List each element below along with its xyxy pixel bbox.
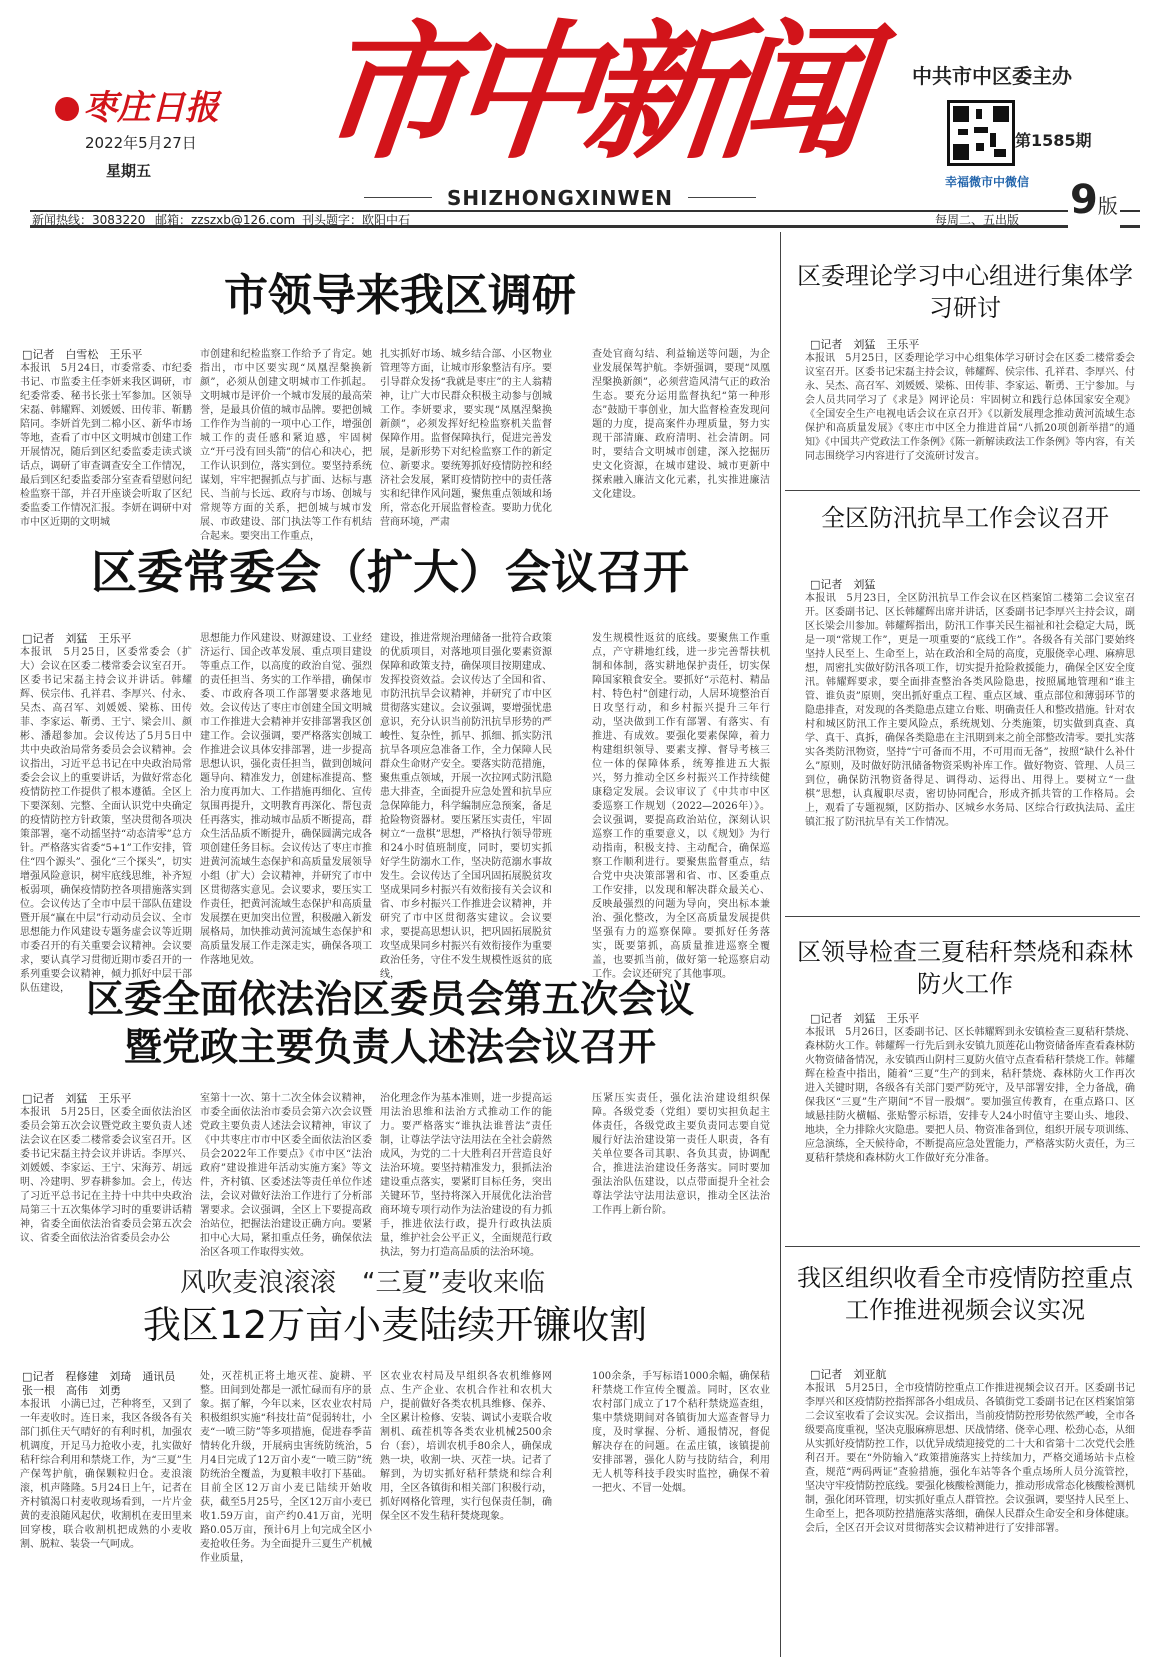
info-bar [30,210,1140,228]
article-3-col-2: 室第十一次、第十二次全体会议精神，市委全面依法治市委员会第六次会议暨党政主要负责人述法会议精神，审议了《中共枣庄市市中区委全面依法治区委员会2022年工作要点》《市中区“法治政府”建设推进年活动实施方案》等文件，齐村镇、区委述法等责任单位作述法，会议对做好法治工作进行了分析部署要求。会议强调，全区上下要提高政治站位，把握法治建设正确方向。要紧扣中心大局，紧扣重点任务，确保依法治区各项工作取得实效。 [200,1093,372,1258]
issue-weekday: 星期五 [106,162,152,180]
sidebar-4-byline: □记者 刘亚航 [810,1368,887,1381]
article-2-col-4: 发生规模性返贫的底线。要聚焦工作重点，产守耕地红线，进一步完善帮扶机制和体制，落实耕地保护责任，切实保障国家粮食安全。要抓好“示范村、精品村、特色村”创建行动，人居环境整治百日攻坚行动，和乡村振兴提升三年行动，坚决做到工作有部署、有落实、有推进、有成效。要强化要素保障，着力构建组织领导、要素支撑、督导考核三位一体的保障体系，统筹推进五大振兴，努力推动全区乡村振兴工作持续健康稳定发展。会议审议了《中共市中区委巡察工作规划（2022—2026年）》。会议强调，要提高政治站位，深刻认识巡察工作的重要意义，以《规划》为行动指南，积极支持、主动配合，确保巡察工作顺利进行。要聚焦监督重点，结合党中央决策部署和省、市、区委重点工作安排，以发现和解决群众最关心、反映最强烈的问题为导向，突出标本兼治、强化整改，为全区高质量发展提供坚强有力的巡察保障。要抓好任务落实，既要第抓，高质量推进巡察全覆盖，也要抓当前，做好第一轮巡察启动工作。会议还研究了其他事项。 [592,633,770,980]
article-1-col-3: 扎实抓好市场、城乡结合部、小区物业管理等方面，让城市形象整洁有序。要引导群众发扬“我就是枣庄”的主人翁精神，让广大市民群众积极主动参与创城工作。李妍要求，要实现“凤凰涅槃换新颜”，必须发挥好纪检监察机关监督保障作用。监督保障执行，促进完善发展，是新形势下对纪检监察工作的新定位、新要求。要统筹抓好疫情防控和经济社会发展，紧盯疫情防控中的责任落实和纪律作风问题，聚焦重点领域和场所，常态化开展监督检查。要助力优化营商环境，严肃 [380,349,552,528]
article-4-byline: □记者 程修建 刘琦 通讯员 张一根 高伟 刘勇 [22,1370,187,1397]
sidebar-3-byline: □记者 刘猛 王乐平 [810,1012,920,1025]
masthead-pinyin: SHIZHONGXINWEN [370,186,750,210]
logo-emblem-icon [55,97,79,121]
article-4-col-3: 区农业农村局及早组织各农机维修网点、生产企业、农机合作社和农机大户，提前做好各类农机具维修、保养、全区累计检修、安装、调试小麦联合收割机、疏茬机等各类农业机械2500余台（套），培训农机手80余人，确保成熟一块，收割一块、灭茬一块。记者了解到，为切实抓好秸秆禁烧和综合利用，全区各镇街和相关部门积极行动，抓好网格化管理，实行包保责任制，确保全区不发生秸秆焚烧现象。 [380,1371,552,1522]
calligraphy-credit: 刊头题字：欧阳中石 [302,213,411,227]
sidebar-divider [785,916,1140,917]
masthead-title: 市中新闻 [309,5,864,179]
article-3-col-3: 治化理念作为基本准则，进一步提高运用法治思维和法治方式推动工作的能力。要严格落实“谁执法谁普法”责任制，让尊法学法守法用法在全社会蔚然成风，为党的二十大胜利召开营造良好法治环境。要坚持精准发力，狠抓法治建设重点落实，要紧盯目标任务，突出关键环节，坚持将深入开展优化法治营商环境专项行动作为法治建设的有力抓手，推进依法行政，提升行政执法质量，维护社会公平正义，全面规范行政执法，努力打造高品质的法治环境。 [380,1093,552,1258]
article-2-col-3: 建设，推进常规治理储备一批符合政策的优质项目，对落地项目强化要素资源保障和政策支持，确保项目按期建成、发挥投资效益。会议传达了全国和省、市防汛抗旱会议精神，并研究了市中区贯彻落实建议。会议强调，要增强忧患意识，充分认识当前防汛抗旱形势的严峻性、复杂性，抓早、抓细、抓实防汛抗旱各项应急准备工作，全力保障人民群众生命财产安全。要落实防范措施，聚焦重点领域，开展一次拉网式防汛隐患大排查，全面提升应急处置和抗旱应急保障能力，科学编制应急预案，备足抢险物资器材。要压紧压实责任，牢固树立“一盘棋”思想，严格执行领导带班和24小时值班制度，同时，要切实抓好学生防溺水工作，坚决防范溺水事故发生。会议传达了全国巩固拓展脱贫攻坚成果同乡村振兴有效衔接有关会议和省、市乡村振兴工作推进会议精神，并研究了市中区贯彻落实建议。会议要求，要提高思想认识，把巩固拓展脱贫攻坚成果同乡村振兴有效衔接作为重要政治任务，守住不发生规模性返贫的底线， [380,633,552,980]
article-1-col-4: 查处官商勾结、利益输送等问题，为企业发展保驾护航。李妍强调，要现“凤凰涅槃换新颜”，必须营造风清气正的政治生态。要充分运用监督执纪“第一种形态”鼓励干事创业，加大监督检查发现问题的力度，提高案件办理质量，努力实现干部清廉、政府清明、社会清朗。同时，要结合文明城市创建，深入挖掘历史文化资源，在城市建设、城市更新中探索融入廉洁文化元素，扎实推进廉洁文化建设。 [592,349,770,500]
article-2-byline: □记者 刘猛 王乐平 [22,632,132,645]
sidebar-3-headline[interactable]: 区领导检查三夏秸秆禁烧和森林防火工作 [797,938,1133,998]
article-1-headline[interactable]: 市领导来我区调研 [224,270,576,321]
article-4-col-1: 本报讯 小满已过，芒种将至，又到了一年麦收时。连日来，我区各级各有关部门抓住天气晴好的有利时机，加强农机调度，开足马力抢收小麦，扎实做好秸秆综合利用和禁烧工作，为“三夏”生产保驾护航，确保颗粒归仓。麦浪滚滚，机声隆隆。5月24日上午，记者在齐村镇渴口村麦收现场看到，一片片金黄的麦浪随风起伏，收割机在麦田里来回穿梭，联合收割机把成熟的小麦收割、脱粒、装袋一气呵成。 [20,1399,192,1550]
article-4-headline[interactable]: 我区12万亩小麦陆续开镰收割 [142,1303,648,1347]
article-3-col-1: 本报讯 5月25日，区委全面依法治区委员会第五次会议暨党政主要负责人述法会议在区委二楼常委会议室召开。区委书记宋磊主持会议并讲话。李厚兴、刘媛媛、李家运、王宁、宋海芳、胡远明、冷建明、罗春耕参加。会上，传达了习近平总书记在主持十中共中央政治局第三十五次集体学习时的重要讲话精神，省委全面依法治省委员会第五次会议、省委全面依法治省委员会办公 [20,1107,192,1244]
article-4-col-4: 100余条，手写标语1000余幅，确保秸秆禁烧工作宣传全覆盖。同时，区农业农村部门成立了17个秸秆禁烧巡查组，集中禁烧期间对各镇街加大巡查督导力度，及时掌握、分析、通报情况，督促解决存在的问题。在孟庄镇，该镇提前安排部署，强化人防与技防结合，利用无人机等科技手段实时监控，确保不着一把火、不冒一处烟。 [592,1371,770,1494]
qr-code-icon[interactable] [947,100,1015,166]
sidebar-2-body: 本报讯 5月23日，全区防汛抗旱工作会议在区档案馆二楼第二会议室召开。区委副书记、区长韩耀辉出席并讲话，区委副书记李厚兴主持会议，副区长梁会川参加。韩耀辉指出，防汛工作事关民生福祉和社会稳定大局，既是一项“常规工作”，更是一项重要的“底线工作”。各级各有关部门要始终坚持人民至上、生命至上，站在政治和全局的高度，克服侥幸心理、麻痹思想，周密扎实做好防汛各项工作，切实提升抢险救援能力，确保全区安全度汛。韩耀辉要求，要全面排查整治各类风险隐患，按照属地管理和“谁主管、谁负责”原则，突出抓好重点工程、重点区域、重点部位和薄弱环节的隐患排查，对发现的各类隐患点建立台账、明确责任人和整改措施。针对农村和城区防汛工作主要风险点，系统规划、分类施策，切实做到真查、真学、真干、真拆，确保各类隐患在主汛期到来之前全部整改清零。要扎实落实各类防汛物资，坚持“宁可备而不用，不可用而无备”，按照“缺什么补什么”原则，及时做好防汛储备物资采购补库工作。做好物资、管理、人员三到位，确保防汛物资备得足、调得动、运得出、用得上。要树立“一盘棋”思想，认真履职尽责，密切协同配合，形成齐抓共管的工作格局。会上，观看了专题视频，区防指办、区城乡水务局、区综合行政执法局、孟庄镇汇报了防汛抗旱有关工作情况。 [805,593,1135,828]
article-3-col-4: 压紧压实责任，强化法治建设组织保障。各级党委（党组）要切实担负起主体责任，各级党政主要负责同志要自觉履行好法治建设第一责任人职责，各有关单位要各司其职、各负其责，协调配合，推进法治建设任务落实。同时要加强法治队伍建设，以点带面提升全社会尊法学法守法用法意识，推动全区法治工作再上新台阶。 [592,1093,770,1216]
sidebar-3-body: 本报讯 5月26日，区委副书记、区长韩耀辉到永安镇检查三夏秸秆禁烧、森林防火工作。韩耀辉一行先后到永安镇九顶莲花山物资储备库查看森林防火物资储备情况，永安镇西山阴村三夏防火值守点查看秸秆禁烧工作。韩耀辉在检查中指出，随着“三夏”生产的到来，秸秆禁烧、森林防火工作再次进入关键时期，各级各有关部门要严防死守，及早部署安排，全力备战，确保我区“三夏”生产期间“不冒一股烟”。要加强宣传教育，在重点路口、区域悬挂防火横幅、张贴警示标语，安排专人24小时值守主要山头、地段、地块，全力排除火灾隐患。要把人员、物资准备到位，组织开展专项训练、应急演练，全天候待命，不断提高应急处置能力，严格落实防火责任，为三夏秸秆禁烧和森林防火工作做好充分准备。 [805,1027,1135,1164]
news-hotline: 新闻热线：3083220 [32,213,146,227]
article-4-col-2: 处，灭茬机正将土地灭茬、旋耕、平整。田间到处都是一派忙碌而有序的景象。据了解，今年以来，区农业农村局积极组织实施“科技壮苗”促弱转壮，小麦“一喷三防”等多项措施，促进春季苗情转化升级，开展病虫害统防统治，5月4日完成了12万亩小麦“一喷三防”统防统治全覆盖，为夏粮丰收打下基础。目前全区12万亩小麦已陆续开始收获，截至5月25号，全区12万亩小麦已收1.59万亩，亩产约0.41万亩，光明路0.05万亩，预计6月上旬完成全区小麦抢收任务。为全面提升三夏生产机械作业质量， [200,1371,372,1564]
sidebar-2-byline: □记者 刘猛 [810,578,876,591]
sidebar-1-body: 本报讯 5月25日，区委理论学习中心组集体学习研讨会在区委二楼常委会议室召开。区委书记宋磊主持会议，韩耀辉、侯宗伟、孔祥君、李厚兴、付永、吴杰、高召军、刘媛媛、梁栋、田传菲、李家运、靳勇、王宁参加。与会人员共同学习了《求是》网评论员：牢固树立和践行总体国家安全观》《全国安全生产电视电话会议在京召开》《以新发展理念推动黄河流域生态保护和高质量发展》《枣庄市中区全力推进首届“八抓20项创新举措”的通知》《中国共产党政法工作条例》《陈一新解读政法工作条例》等内容，有关同志围绕学习内容进行了交流研讨发言。 [805,353,1135,462]
article-1-col-1: 本报讯 5月24日，市委常委、市纪委书记、市监委主任李妍来我区调研，市纪委常委、秘书长张士军参加。区领导宋磊、韩耀辉、刘媛媛、田传菲、靳鹏陪同。李妍首先到二棉小区、新华市场等地，查看了市中区文明城市创建工作开展情况，随后到区纪委监委走读式谈话点，调研了审查调查安全工作情况，最后到区纪委监委部分室查看望慰问纪检监察干部，并召开座谈会听取了区纪委监委工作情况汇报。李妍在调研中对市中区近期的文明城 [20,363,192,528]
sidebar-4-body: 本报讯 5月25日，全市疫情防控重点工作推进视频会议召开。区委副书记李厚兴和区疫情防控指挥部各小组成员、各镇街党工委副书记在区档案馆第二会议室收看了会议实况。会议指出，当前疫情防控形势依然严峻，全市各级要高度重视，坚决克服麻痹思想、厌战情绪、侥幸心理、松劲心态，从细从实抓好疫情防控工作，以优异成绩迎接党的二十大和省第十二次党代会胜利召开。要在“外防输入”政策措施落实上持续加力，严格交通场站卡点检查，规范“两码两证”查验措施，强化车站等各个重点场所人员分流管控，坚决守牢疫情防控底线。要强化核酸检测能力，推动形成常态化核酸检测机制，强化闭环管理，切实抓好重点人群管控。会议强调，要坚持人民至上、生命至上，把各项防控措施落实落细，确保人民群众生命安全和身体健康。会后，全区召开会议对贯彻落实会议精神进行了安排部署。 [805,1383,1135,1534]
sidebar-2-headline[interactable]: 全区防汛抗旱工作会议召开 [821,504,1109,532]
article-1-byline: □记者 白雪松 王乐平 [22,348,143,361]
sidebar-divider [785,1246,1140,1247]
paper-logo: 枣庄日报 [55,80,219,129]
article-1-col-2: 市创建和纪检监察工作给予了肯定。她指出，市中区要实现“凤凰涅槃换新颜”，必须从创建文明城市工作抓起。文明城市是评价一个城市发展的最高荣誉，是最具价值的城市品牌。要把创城工作作为当前的一项中心工作，增强创城工作的责任感和紧迫感，牢固树立“开弓没有回头箭”的信心和决心，把工作认识到位，落实到位。要坚持系统谋划，牢牢把握抓点与扩面、达标与惠民、当前与长远、政府与市场、创城与常规等方面的关系，把创城与城市发展、市政建设、部门执法等工作有机结合起来。要突出工作重点， [200,349,372,542]
article-2-col-2: 思想能力作风建设、财源建设、工业经济运行、国企改革发展、重点项目建设等重点工作，以高度的政治自觉、强烈的责任担当、务实的工作举措，确保市委、市政府各项工作部署要求落地见效。会议传达了枣庄市创建全国文明城市工作推进大会精神并安排部署我区创建工作。会议强调，要严格落实创城工作推进会议具体安排部署，进一步提高思想认识，强化责任担当，做到创城问题导向、精准发力，创建标准提高、整治力度再加大、工作措施再细化、宣传氛围再提升，文明教育再深化、帮包责任再落实，推动城市品质不断提高，群众生活品质不断提升，确保圆满完成各项创建任务目标。会议传达了枣庄市推进黄河流域生态保护和高质量发展领导小组（扩大）会议精神，并研究了市中区贯彻落实意见。会议要求，要压实工作责任，把黄河流域生态保护和高质量发展摆在更加突出位置，积极融入新发展格局，加快推动黄河流域生态保护和高质量发展工作走深走实，确保各项工作落地见效。 [200,633,372,966]
edition-number: 9版 [1068,178,1120,228]
article-3-headline-line-2[interactable]: 暨党政主要负责人述法会议召开 [123,1025,656,1069]
sidebar-4-headline[interactable]: 我区组织收看全市疫情防控重点工作推进视频会议实况 [797,1264,1133,1324]
sidebar-divider [785,490,1140,491]
article-2-headline[interactable]: 区委常委会（扩大）会议召开 [91,545,689,599]
publish-schedule: 每周二、五出版 [935,213,1020,227]
issue-date: 2022年5月27日 [85,134,197,152]
article-4-subhead: 风吹麦浪滚滚 “三夏”麦收来临 [180,1268,545,1298]
article-3-headline-line-1[interactable]: 区委全面依法治区委员会第五次会议 [85,977,694,1021]
sidebar-1-byline: □记者 刘猛 王乐平 [810,338,920,351]
sponsor: 中共市中区委主办 [912,64,1072,88]
article-2-col-1: 本报讯 5月25日，区委常委会（扩大）会议在区委二楼常委会议室召开。区委书记宋磊主持会议并讲话。韩耀辉、侯宗伟、孔祥君、李厚兴、付永、吴杰、高召军、刘媛媛、梁栋、田传菲、李家运、靳勇、王宁、梁会川、颜彬、潘超参加。会议传达了5月5日中共中央政治局常务委员会会议精神。会议指出，习近平总书记在中央政治局常委会会议上的重要讲话，为做好常态化疫情防控工作提供了根本遵循。全区上下要深刻、完整、全面认识党中央确定的疫情防控方针政策，坚决贯彻各项决策部署，毫不动摇坚持“动态清零”总方针。严格落实省委“5+1”工作安排，管住“四个源头”、强化“三个探头”，切实增强风险意识，树牢底线思维，补齐短板弱项，确保疫情防控各项措施落实到位。会议传达了全市中层干部队伍建设暨开展“赢在中层”行动动员会议、全市思想能力作风建设专题务虚会议等近期市委召开的有关重要会议精神。会议要求，要认真学习贯彻近期市委召开的一系列重要会议精神，倾力抓好中层干部队伍建设， [20,647,192,994]
sidebar-1-headline[interactable]: 区委理论学习中心组进行集体学习研讨 [797,262,1133,322]
article-3-byline: □记者 刘猛 王乐平 [22,1092,132,1105]
wechat-label: 幸福微市中微信 [945,175,1030,189]
issue-number: 第1585期 [1015,131,1092,150]
column-divider [780,232,781,1657]
email[interactable]: 邮箱：zzszxb@126.com [155,213,296,227]
